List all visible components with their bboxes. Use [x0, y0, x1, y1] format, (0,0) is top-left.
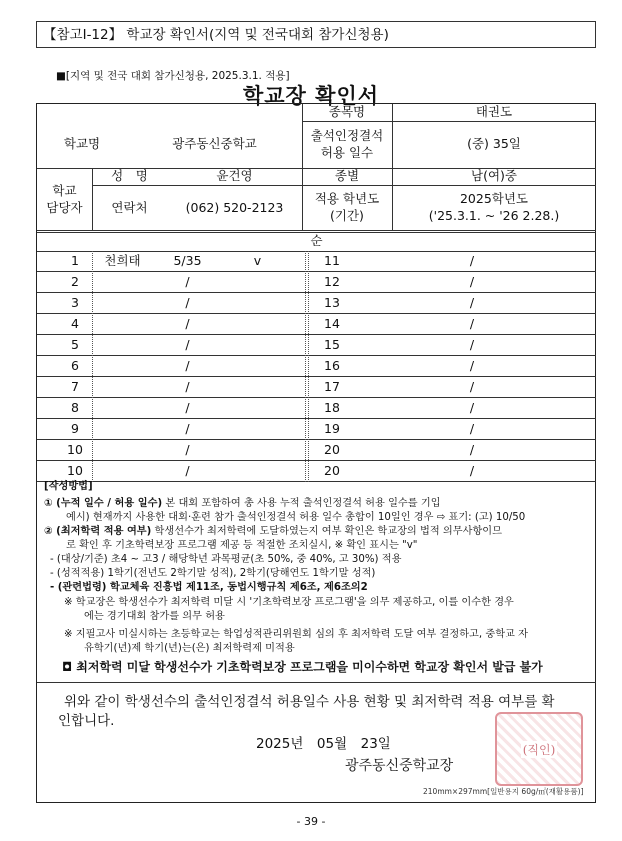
table-row — [37, 398, 596, 419]
note-1-example: 예시) 현재까지 사용한 대회·훈련 참가 출석인정결석 허용 일수 총합이 10일인 경우 ⇨ 표기: (고) 10/50 — [66, 512, 526, 523]
absence-days: / — [469, 421, 475, 437]
event-value: 태권도 — [475, 104, 513, 120]
absence-days: / — [185, 442, 190, 458]
student-name — [95, 440, 150, 461]
name-value: 윤건영 — [216, 168, 253, 184]
absence-days: / — [469, 358, 475, 374]
absence-days: / — [469, 337, 475, 353]
form-subtitle: ■[지역 및 전국 대회 참가신청용, 2025.3.1. 적용] — [56, 70, 290, 82]
reference-header: 【참고Ⅰ-12】 학교장 확인서(지역 및 전국대회 참가신청용) — [36, 21, 596, 48]
row-number: 17 — [324, 379, 340, 395]
warning-note: ◘ 최저학력 미달 학생선수가 기초학력보장 프로그램을 미이수하면 학교장 확인서 발급 불가 — [62, 660, 543, 674]
absence-days: / — [469, 400, 475, 416]
student-name: 천희태 — [104, 253, 141, 269]
student-name — [95, 461, 150, 482]
absence-days: / — [185, 421, 190, 437]
row-number: 9 — [71, 421, 79, 437]
note-grades: - (성적적용) 1학기(전년도 2학기말 성적), 2학기(당해연도 1학기말 성적) — [50, 568, 376, 579]
min-academic-check — [225, 272, 290, 293]
table-row — [37, 293, 596, 314]
student-name — [95, 335, 150, 356]
absence-days: / — [185, 337, 190, 353]
student-name — [95, 377, 150, 398]
allowed-days-value: (중) 35일 — [467, 136, 521, 152]
absence-days: / — [185, 358, 190, 374]
method-heading: [작성방법] — [44, 481, 93, 492]
row-number: 20 — [324, 442, 340, 458]
table-row — [37, 314, 596, 335]
allowed-days-label: 출석인정결석 허용 일수 — [310, 127, 384, 160]
confirm-text: 위와 같이 학생선수의 출석인정결석 허용일수 사용 현황 및 최저학력 적용 여부를 확 — [64, 694, 555, 710]
absence-days: / — [469, 379, 475, 395]
school-seal — [495, 712, 583, 786]
row-number: 7 — [71, 379, 79, 395]
row-number: 4 — [71, 316, 79, 332]
divider — [308, 251, 309, 482]
note-star-1: ※ 학교장은 학생선수가 최저학력 미달 시 '기초학력보장 프로그램'을 의무 제공하고, 이를 이수한 경우 — [64, 597, 514, 608]
student-name — [95, 356, 150, 377]
row-number: 15 — [324, 337, 340, 353]
gender-value: 남(여)중 — [471, 168, 517, 184]
student-name — [95, 293, 150, 314]
absence-days: / — [469, 274, 475, 290]
absence-days: 5/35 — [173, 253, 202, 269]
school-value: 광주동신중학교 — [172, 136, 257, 152]
absence-days: / — [469, 295, 475, 311]
min-academic-check — [225, 377, 290, 398]
absence-days: / — [469, 253, 475, 269]
min-academic-check — [225, 461, 290, 482]
divider — [37, 481, 596, 482]
absence-days: / — [185, 316, 190, 332]
table-row — [37, 419, 596, 440]
seal-label: (직인) — [522, 742, 556, 757]
page-title: 학교장 확인서 — [242, 84, 380, 108]
table-row — [37, 335, 596, 356]
note-target: - (대상/기준) 초4 ~ 고3 / 해당학년 과목평균(초 50%, 중 40%, 고 30%) 적용 — [50, 554, 402, 565]
min-academic-check — [225, 440, 290, 461]
confirm-text-2: 인합니다. — [58, 713, 115, 729]
name-label: 성 명 — [111, 168, 148, 184]
min-academic-check — [225, 314, 290, 335]
manager-label: 학교 담당자 — [46, 182, 83, 215]
row-number: 10 — [67, 463, 83, 479]
contact-label: 연락처 — [111, 199, 148, 215]
table-row — [37, 251, 596, 272]
min-academic-check — [225, 335, 290, 356]
student-name — [95, 272, 150, 293]
row-number: 6 — [71, 358, 79, 374]
note-1: ① (누적 일수 / 허용 일수) 본 대회 포함하여 총 사용 누적 출석인정결석 허용 일수를 기입 — [44, 498, 441, 509]
note-star-2b: 유학기(년)제 학기(년)는(은) 최저학력제 미적용 — [84, 643, 295, 654]
absence-days: / — [185, 400, 190, 416]
row-number: 12 — [324, 274, 340, 290]
min-academic-check — [225, 398, 290, 419]
year-value: 2025학년도 ('25.3.1. ~ '26 2.28.) — [428, 191, 560, 223]
note-2-cont: 로 확인 후 기초학력보장 프로그램 제공 등 적절한 조치실시, ※ 확인 표시는 "v" — [66, 540, 418, 551]
school-principal: 광주동신중학교장 — [345, 758, 454, 774]
page-number: - 39 - — [296, 815, 326, 828]
table-row — [37, 461, 596, 482]
gender-label: 종별 — [334, 168, 360, 184]
note-2: ② (최저학력 적용 여부) 학생선수가 최저학력에 도달하였는지 여부 확인은 학교장의 법적 의무사항이므 — [44, 526, 502, 537]
contact-value: (062) 520-2123 — [185, 199, 284, 215]
row-number: 14 — [324, 316, 340, 332]
absence-days: / — [185, 463, 190, 479]
row-number: 16 — [324, 358, 340, 374]
row-number: 1 — [71, 253, 79, 269]
row-number: 8 — [71, 400, 79, 416]
note-law: - (관련법령) 학교체육 진흥법 제11조, 동법시행규칙 제6조, 제6조의2 — [50, 582, 368, 593]
row-number: 13 — [324, 295, 340, 311]
divider — [305, 251, 306, 482]
year-label: 적용 학년도 (기간) — [314, 191, 380, 223]
min-academic-check: v — [253, 253, 262, 269]
absence-days: / — [469, 463, 475, 479]
row-number: 10 — [67, 442, 83, 458]
min-academic-check — [225, 419, 290, 440]
row-number: 2 — [71, 274, 79, 290]
row-number: 11 — [324, 253, 340, 269]
order-header: 순 — [310, 233, 323, 249]
note-star-2: ※ 지필고사 미실시하는 초등학교는 학업성적관리위원회 심의 후 최저학력 도달 여부 결정하고, 중학교 자 — [64, 629, 528, 640]
student-name — [95, 314, 150, 335]
table-row — [37, 440, 596, 461]
min-academic-check — [225, 356, 290, 377]
student-name — [95, 398, 150, 419]
absence-days: / — [469, 442, 475, 458]
paper-size-note: 210mm×297mm[일반용지 60g/㎡(재활용품)] — [423, 787, 584, 796]
absence-days: / — [185, 274, 190, 290]
row-number: 20 — [324, 463, 340, 479]
issue-date: 2025년 05월 23일 — [256, 736, 391, 752]
min-academic-check — [225, 293, 290, 314]
divider — [37, 682, 596, 683]
school-label: 학교명 — [63, 136, 101, 152]
row-number: 3 — [71, 295, 79, 311]
row-number: 18 — [324, 400, 340, 416]
divider — [92, 251, 93, 482]
note-star-1b: 에는 경기대회 참가를 의무 허용 — [84, 611, 225, 622]
table-row — [37, 272, 596, 293]
absence-days: / — [185, 379, 190, 395]
absence-days: / — [185, 295, 190, 311]
absence-days: / — [469, 316, 475, 332]
student-name — [95, 419, 150, 440]
event-label: 종목명 — [328, 104, 366, 120]
table-row — [37, 377, 596, 398]
table-row — [37, 356, 596, 377]
row-number: 19 — [324, 421, 340, 437]
row-number: 5 — [71, 337, 79, 353]
